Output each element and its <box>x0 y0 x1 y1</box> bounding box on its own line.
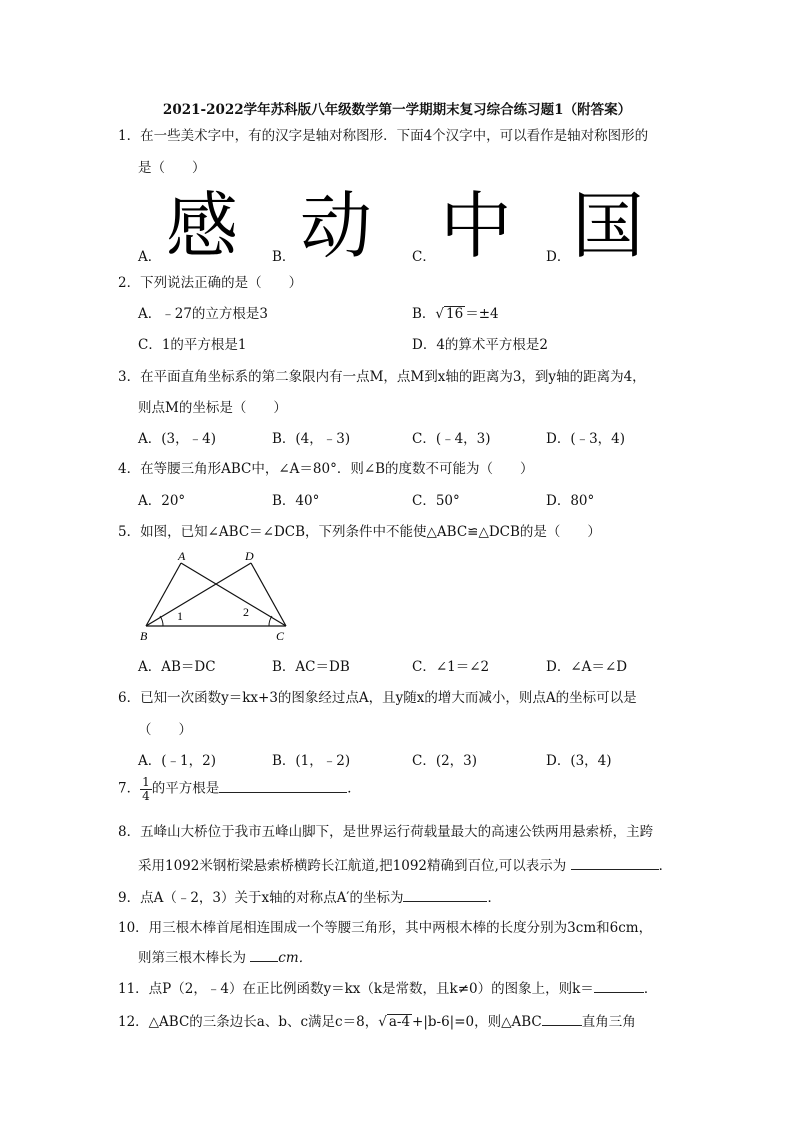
q11-text: 11．点P（2，﹣4）在正比例函数y＝kx（k是常数，且k≠0）的图象上，则k＝ <box>118 981 594 997</box>
question-12 <box>118 1010 636 1030</box>
question-4-stem: 4．在等腰三角形ABC中，∠A＝80°．则∠B的度数不可能为（ ） <box>118 461 534 477</box>
q1-char-gan: 感 <box>166 184 239 268</box>
q2-option-b-radicand: 16 <box>446 306 464 322</box>
fraction-denominator: 4 <box>142 788 150 803</box>
q9-text: 9．点A（﹣2，3）关于x轴的对称点A′的坐标为 <box>118 890 404 906</box>
question-3-line-1: 3．在平面直角坐标系的第二象限内有一点M，点M到x轴的距离为3，到y轴的距离为4， <box>118 369 646 385</box>
segment-db <box>146 563 251 626</box>
angle-1-label: 1 <box>177 609 183 623</box>
q8-answer-blank[interactable] <box>571 855 659 870</box>
question-2-stem: 2．下列说法正确的是（ ） <box>118 275 303 291</box>
vertex-d-label: D <box>245 549 254 563</box>
question-6-line-1: 6．已知一次函数y＝kx+3的图象经过点A，且y随x的增大而减小，则点A的坐标可以是 <box>118 690 637 706</box>
question-3-line-2: 则点M的坐标是（ ） <box>138 400 287 416</box>
q12-radicand: a-4 <box>388 1014 411 1030</box>
triangle-figure <box>136 548 296 644</box>
q2-option-a: A．﹣27的立方根是3 <box>138 306 269 322</box>
q1-char-guo: 国 <box>572 184 645 268</box>
q10-text: 则第三根木棒长为 <box>138 950 246 966</box>
q2-option-b-suffix: ＝±4 <box>465 306 499 322</box>
q3-option-b: B．(4，﹣3) <box>272 431 351 447</box>
q1-option-b-label: B． <box>272 249 296 265</box>
question-5-stem: 5．如图，已知∠ABC＝∠DCB，下列条件中不能使△ABC≌△DCB的是（ ） <box>118 524 601 540</box>
q10-answer-blank[interactable] <box>250 947 278 962</box>
q6-option-c: C．(2，3) <box>412 753 478 769</box>
vertex-b-label: B <box>140 629 148 643</box>
angle-arc-2 <box>269 616 272 626</box>
angle-2-label: 2 <box>243 605 249 619</box>
angle-arc-1 <box>160 616 163 626</box>
q12-post: 直角三角 <box>581 1014 636 1030</box>
question-6-line-2: （ ） <box>138 722 192 738</box>
q2-option-b <box>412 302 499 322</box>
q5-option-b: B．AC＝DB <box>272 659 350 675</box>
radical-sign: √ <box>378 1014 387 1030</box>
q5-option-a: A．AB＝DC <box>138 659 216 675</box>
q2-option-d: D．4的算术平方根是2 <box>412 337 549 353</box>
question-7 <box>118 776 361 802</box>
q3-option-d: D．(﹣3，4) <box>546 431 626 447</box>
q1-char-zhong: 中 <box>440 184 513 268</box>
q3-option-a: A．(3，﹣4) <box>138 431 216 447</box>
q6-option-a: A．(﹣1，2) <box>138 753 216 769</box>
q7-answer-blank[interactable] <box>219 778 347 793</box>
q8-text: 采用1092米钢桁梁悬索桥横跨长江航道,把1092精确到百位,可以表示为 <box>138 858 567 874</box>
q1-option-a-label: A． <box>138 249 162 265</box>
question-1-line-1: 1．在一些美术字中，有的汉字是轴对称图形．下面4个汉字中，可以看作是轴对称图形的 <box>118 128 649 144</box>
q12-pre: 12．△ABC的三条边长a、b、c满足c＝8， <box>118 1014 379 1030</box>
q6-option-b: B．(1，﹣2) <box>272 753 351 769</box>
q5-option-c: C．∠1＝∠2 <box>412 659 490 675</box>
fraction <box>140 776 152 802</box>
q1-option-c-label: C． <box>412 249 436 265</box>
q2-option-b-prefix: B． <box>412 306 436 322</box>
q4-option-c: C．50° <box>412 493 460 509</box>
q7-number: 7． <box>118 780 141 797</box>
question-10-line-2 <box>138 946 312 966</box>
q5-option-d: D．∠A＝∠D <box>546 659 628 675</box>
fraction-numerator: 1 <box>142 775 150 789</box>
q7-text: 的平方根是 <box>151 780 220 797</box>
q11-answer-blank[interactable] <box>594 978 644 993</box>
question-8-line-2 <box>138 854 672 874</box>
question-9 <box>118 886 501 906</box>
q8-end: ． <box>658 858 673 874</box>
vertex-c-label: C <box>276 629 285 643</box>
q1-option-d-label: D． <box>546 249 571 265</box>
q2-option-c: C．1的平方根是1 <box>138 337 247 353</box>
q4-option-a: A．20° <box>138 493 186 509</box>
q12-answer-blank[interactable] <box>542 1011 582 1026</box>
question-8-line-1: 8．五峰山大桥位于我市五峰山脚下，是世界运行荷载量最大的高速公铁两用悬索桥，主跨 <box>118 824 654 840</box>
q9-answer-blank[interactable] <box>403 887 487 902</box>
q7-end: ． <box>347 780 361 797</box>
q4-option-d: D．80° <box>546 493 595 509</box>
segment-ba <box>146 563 181 626</box>
question-1-line-2: 是（ ） <box>138 160 206 176</box>
vertex-a-label: A <box>178 549 186 563</box>
page-title: 2021-2022学年苏科版八年级数学第一学期期末复习综合练习题1（附答案） <box>162 102 632 118</box>
segment-cd <box>251 563 286 626</box>
q11-end: ． <box>643 981 658 997</box>
q12-mid: +|b-6|=0，则△ABC <box>412 1014 542 1030</box>
q3-option-c: C．(﹣4，3) <box>412 431 491 447</box>
question-11 <box>118 977 657 997</box>
q10-unit: cm． <box>278 950 313 966</box>
q1-char-dong: 动 <box>300 184 373 268</box>
segment-ac <box>181 563 286 626</box>
q6-option-d: D．(3，4) <box>546 753 612 769</box>
q9-end: ． <box>487 890 501 906</box>
radical-sign: √ <box>435 306 445 322</box>
question-10-line-1: 10．用三根木棒首尾相连围成一个等腰三角形，其中两根木棒的长度分别为3cm和6cm， <box>118 920 653 936</box>
q4-option-b: B．40° <box>272 493 320 509</box>
